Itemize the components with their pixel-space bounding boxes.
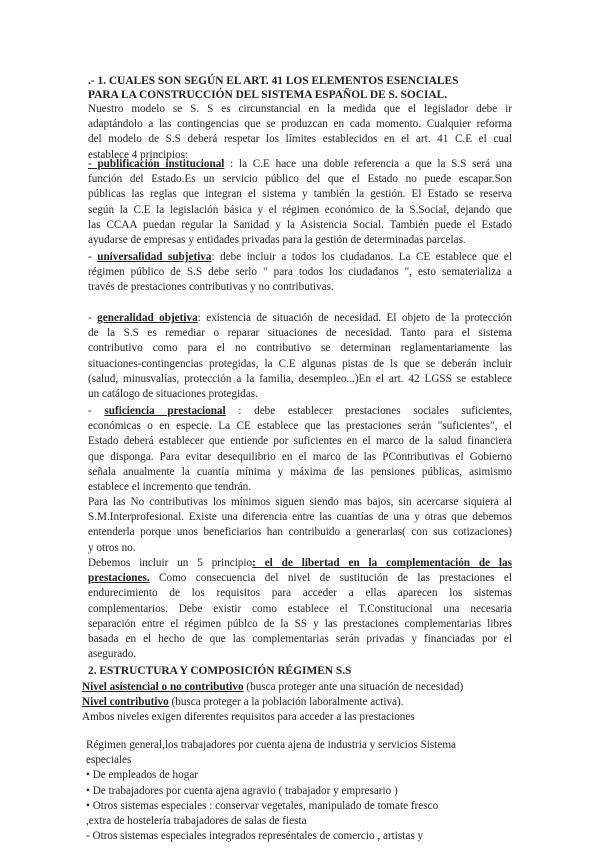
principle-libertad	[88, 556, 512, 662]
no-contributivas-paragraph	[88, 495, 512, 556]
text-line: contributivo como para el no contributivo se determinan reglamentariamente las	[88, 342, 512, 355]
list-item: • De trabajadores por cuenta ajena agravio ( trabajador y empresario )	[86, 784, 398, 797]
text-line: especiales	[86, 754, 132, 767]
text-line: Nuestro modelo se S. S es circunstancial en la medida que el legislador debe ir	[88, 103, 512, 115]
text-line: : debe incluir a todos los ciudadanos. La CE establece que el	[211, 251, 512, 263]
text-line: : debe establecer prestaciones sociales suficientes,	[225, 405, 512, 417]
text-line: según la C.E la legislación básica y el régimen económico de la S.Social, dejando que	[88, 203, 512, 216]
text-line: establece el incremento que tendrán.	[88, 481, 252, 494]
text-line: : existencia de situación de necesidad. El objeto de la protección	[197, 312, 512, 324]
text-line: : la C.E hace una doble referencia a que la S.S será una	[224, 158, 513, 170]
principle-generalidad	[88, 311, 512, 402]
level-term: Nivel contributivo	[82, 696, 169, 709]
text-line: del modelo de S.S deberá respetar los límites establecidos en el art. 41 C.E el cual	[88, 133, 512, 146]
principle-term: : el de libertad en la complementación de las	[252, 557, 512, 569]
text-line: Para las No contributivas los mínimos siguen siendo mas bajos, sin acercarse siquiera al	[88, 496, 512, 508]
text-line: basada en el hecho de que las complementarias serán privadas y financiadas por el	[88, 633, 512, 646]
text-line: (busca proteger a la población laboralmente activa).	[168, 696, 404, 709]
regimen-list	[86, 738, 516, 844]
text-line: que disponga. Para evitar desequilibrio en el marco de las PContributivas el Gobierno	[88, 450, 512, 463]
levels-block	[82, 680, 512, 726]
section-1-heading	[88, 74, 508, 102]
text-line: (busca proteger ante una situación de necesidad)	[243, 681, 464, 693]
principle-term: prestaciones.	[88, 572, 150, 585]
text-line: (salud, minusvalías, protección a la familia, desempleo...)En el art. 42 LGSS se establece	[88, 372, 512, 385]
text-line: Régimen general,los trabajadores por cuenta ajena de industria y servicios Sistema	[86, 739, 456, 751]
text-line: asegurado.	[88, 648, 137, 661]
text-line: y otros no.	[88, 541, 136, 554]
list-item: - Otros sistemas especiales integrados represéntales de comercio , artistas y	[86, 830, 424, 843]
text-line: S.M.Interprofesional. Existe una diferencia entre las cuantías de una y otras que debemos	[88, 511, 512, 524]
text-line: adaptándolo a las contingencias que se produzcan en cada momento. Cualquier reforma	[88, 118, 512, 131]
text-line: través de prestaciones contributivas y no contributivas.	[88, 281, 334, 294]
principle-term: universalidad subjetiva	[97, 251, 212, 263]
principle-universalidad	[88, 250, 512, 296]
text-line: económicas o en especie. La CE establece que las prestaciones serán "suficientes", el	[88, 420, 512, 433]
list-item: • Otros sistemas especiales : conservar vegetales, manipulado de tomate fresco	[86, 799, 439, 812]
dash: -	[88, 405, 105, 417]
list-item: • De empleados de hogar	[86, 769, 199, 782]
text-line: señala anualmente la cuantía mínima y máxima de las pensiones públicas, asimismo	[88, 465, 512, 478]
text-line: ayudarse de empresas y entidades privadas para la gestión de determinadas parcelas.	[88, 234, 466, 247]
principle-term: suficiencia prestacional	[104, 405, 226, 417]
text-line: un catálogo de situaciones protegidas.	[88, 388, 258, 401]
text-line: complementarios. Debe existir como establece el T.Constitucional una necesaria	[88, 602, 512, 615]
heading-line: .- 1. CUALES SON SEGÚN EL ART. 41 LOS ELEMENTOS ESENCIALES	[88, 75, 459, 87]
intro-paragraph	[88, 102, 512, 163]
text-line: de la S.S es remediar o reparar situaciones de necesidad. Tanto para el sistema	[88, 327, 512, 340]
list-item: ,extra de hostelería trabajadores de salas de fiesta	[86, 815, 307, 828]
text-line: situaciones-contingencias protegidas, la C.E algunas pistas de ls que se deberán incluir	[88, 357, 512, 370]
level-term: Nivel asistencial o no contributivo	[82, 681, 244, 693]
text-line: públicas las reglas que integran el sistema y también la gestión. El Estado se reserva	[88, 188, 512, 201]
principle-suficiencia	[88, 404, 512, 495]
text-line: régimen público de S.S debe serlo " para todos los ciudadanos ", esto sematerializa a	[88, 266, 512, 279]
text-line: Ambos niveles exigen diferentes requisitos para acceder a las prestaciones	[82, 711, 415, 724]
text-line: establece 4 principios:	[88, 148, 189, 161]
text-line: separación entre el régimen públco de la SS y las prestaciones complementarias libres	[88, 617, 512, 630]
text-line: Estado deberá establecer que entiende por suficientes en el marco de la salud financiera	[88, 435, 512, 448]
text-line: las CCAA puedan regular la Sanidad y la Asistencia Social. También puede el Estado	[88, 218, 512, 231]
section-2-heading: 2. ESTRUCTURA Y COMPOSICIÓN RÉGIMEN S.S	[88, 665, 352, 677]
text-line: función del Estado.Es un servicio público del que el Estado no puede escapar.Son	[88, 173, 512, 186]
dash: -	[88, 312, 98, 324]
text-line: entenderla porque unos beneficiarios han contribuido a generarlas( con sus cotizaciones)	[88, 526, 512, 539]
dash: -	[88, 251, 98, 263]
principle-publificacion	[88, 157, 512, 248]
text-line: endurecimiento de los requisitos para acceder a ellas aparecen los sistemas	[88, 587, 512, 600]
principle-term: generalidad objetiva	[97, 312, 198, 324]
text-line: Como consecuencia del nivel de sustitución de las prestaciones el	[149, 572, 512, 585]
principle-term: - publificación institucional	[88, 158, 225, 170]
text-line: Debemos incluir un 5 principio	[88, 557, 253, 569]
heading-line: PARA LA CONSTRUCCIÓN DEL SISTEMA ESPAÑOL DE S. SOCIAL.	[88, 89, 448, 101]
